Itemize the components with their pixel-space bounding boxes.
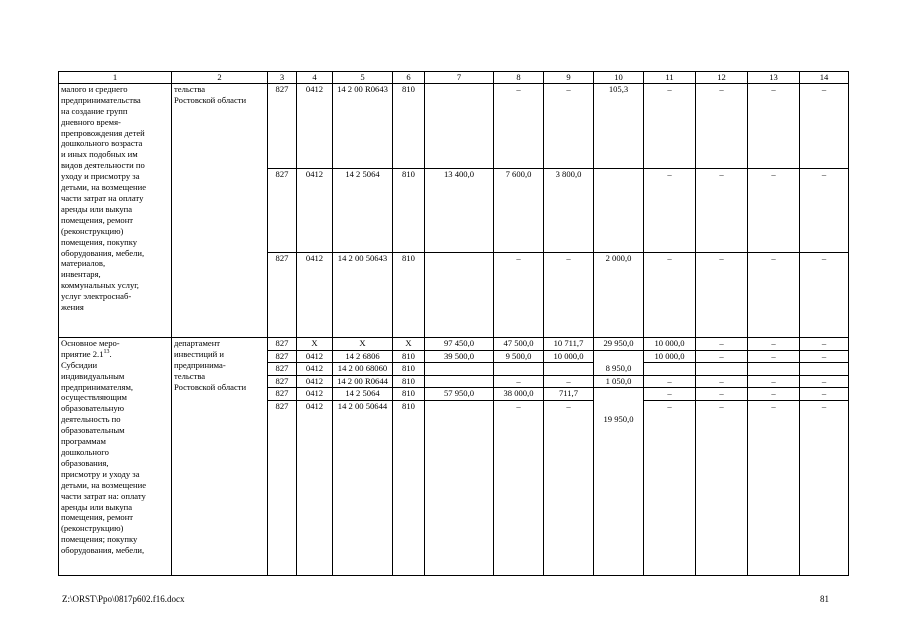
table-cell: 827 (268, 168, 297, 253)
table-cell: – (494, 83, 544, 168)
table-cell: 0412 (297, 363, 333, 376)
table-cell (425, 400, 494, 575)
table-cell: 97 450,0 (425, 337, 494, 350)
table-cell: 0412 (297, 400, 333, 575)
measure-detail: Субсидии индивидуальным предпринимателям, осуществляющим образовательную деятельность по образовательным программам дошкольного образования, присмотру и уходу за детьми, на возмещение части затрат на: оплату аренды или выкупа помещения, ремонт (реконструкцию) помещения; покупку оборудования, мебели, (61, 359, 147, 556)
footer-file-path: Z:\ORST\Ppo\0817p602.f16.docx (62, 594, 185, 604)
table-cell: 810 (393, 400, 425, 575)
table-cell: 14 2 5064 (333, 168, 393, 253)
column-header: 2 (172, 72, 268, 84)
responsible-executor: тельства Ростовской области (172, 83, 268, 337)
column-header: 6 (393, 72, 425, 84)
table-row (59, 337, 849, 350)
table-cell: – (544, 375, 594, 388)
table-cell: – (748, 375, 800, 388)
table-cell: – (800, 253, 849, 338)
table-cell: – (696, 400, 748, 575)
table-cell: 810 (393, 375, 425, 388)
table-cell: 827 (268, 400, 297, 575)
table-cell: 10 000,0 (644, 337, 696, 350)
measure-description: малого и среднего предпринимательства на создание групп дневного время- препровождения детей дошкольного возраста и иных подобных им видов деятельности по уходу и присмотру за детьми, на возмещение части затрат на оплату аренды или выкупа помещения, ремонт (реконструкцию) помещения, покупку оборудования, мебели, материалов, инвентаря, коммунальных услуг, услуг электроснаб- жения (59, 83, 172, 337)
table-cell: 57 950,0 (425, 388, 494, 401)
column-header: 13 (748, 72, 800, 84)
column-header: 4 (297, 72, 333, 84)
table-cell (594, 350, 644, 363)
table-cell (696, 363, 748, 376)
table-cell: – (494, 400, 544, 575)
table-cell: – (644, 168, 696, 253)
table-cell (800, 363, 849, 376)
table-cell (425, 253, 494, 338)
column-header: 7 (425, 72, 494, 84)
page-number: 81 (820, 594, 829, 604)
table-cell: 3 800,0 (544, 168, 594, 253)
table-cell: – (748, 337, 800, 350)
table-cell (544, 363, 594, 376)
table-cell (644, 363, 696, 376)
table-cell: 0412 (297, 375, 333, 388)
table-cell: – (696, 375, 748, 388)
table-cell: – (696, 350, 748, 363)
table-cell: Х (297, 337, 333, 350)
table-cell: – (800, 350, 849, 363)
table-cell: – (748, 350, 800, 363)
table-cell: – (696, 253, 748, 338)
table-cell: 10 000,0 (644, 350, 696, 363)
column-header: 8 (494, 72, 544, 84)
table-cell: 810 (393, 388, 425, 401)
table-cell: – (494, 375, 544, 388)
table-cell: – (748, 253, 800, 338)
table-cell: – (644, 388, 696, 401)
measure-description: Основное меро- приятие $2.1^{13}$. Субсидии индивидуальным предпринимателям, осуществляющим образовательную деятельность по образовательным программам дошкольного образования, присмотру и уходу за детьми, на возмещение части затрат на: оплату аренды или выкупа помещения, ремонт (реконструкцию) помещения; покупку оборудования, мебели, (59, 337, 172, 575)
table-cell (425, 363, 494, 376)
table-cell: – (696, 83, 748, 168)
table-cell: – (696, 388, 748, 401)
table-cell: 14 2 00 50644 (333, 400, 393, 575)
table-cell: 2 000,0 (594, 253, 644, 338)
table-cell: 827 (268, 388, 297, 401)
column-header: 9 (544, 72, 594, 84)
table-cell: – (800, 388, 849, 401)
table-cell (425, 83, 494, 168)
column-header: 5 (333, 72, 393, 84)
table-cell: 10 711,7 (544, 337, 594, 350)
table-cell: 10 000,0 (544, 350, 594, 363)
column-header: 11 (644, 72, 696, 84)
table-cell: 19 950,0 (594, 400, 644, 575)
table-cell: 14 2 00 50643 (333, 253, 393, 338)
table-cell: 810 (393, 363, 425, 376)
table-cell: 711,7 (544, 388, 594, 401)
table-cell: 38 000,0 (494, 388, 544, 401)
table-cell: 14 2 00 R0643 (333, 83, 393, 168)
table-cell: 39 500,0 (425, 350, 494, 363)
table-cell: 0412 (297, 253, 333, 338)
table-cell: 827 (268, 83, 297, 168)
footnote-ref: 13 (103, 348, 110, 355)
table-cell: 14 2 5064 (333, 388, 393, 401)
table-cell: 810 (393, 168, 425, 253)
table-cell: – (644, 400, 696, 575)
table-cell: – (800, 375, 849, 388)
table-cell: 827 (268, 337, 297, 350)
table-cell: – (800, 83, 849, 168)
table-cell: – (748, 83, 800, 168)
table-cell (425, 375, 494, 388)
table-cell: 13 400,0 (425, 168, 494, 253)
table-cell: 14 2 6806 (333, 350, 393, 363)
table-cell: – (748, 168, 800, 253)
table-cell: 827 (268, 253, 297, 338)
table-cell: 1 050,0 (594, 375, 644, 388)
table-cell: – (544, 253, 594, 338)
table-cell: 14 2 00 68060 (333, 363, 393, 376)
table-cell: – (544, 83, 594, 168)
table-cell: – (644, 253, 696, 338)
table-cell: – (800, 337, 849, 350)
table-cell (748, 363, 800, 376)
table-cell: – (696, 337, 748, 350)
table-cell: – (748, 400, 800, 575)
column-header: 14 (800, 72, 849, 84)
table-cell (594, 168, 644, 253)
table-cell: Х (333, 337, 393, 350)
table-cell: 827 (268, 363, 297, 376)
responsible-executor: департамент инвестиций и предпринима- тельства Ростовской области (172, 337, 268, 575)
table-cell: 8 950,0 (594, 363, 644, 376)
table-cell: 810 (393, 350, 425, 363)
table-cell: Х (393, 337, 425, 350)
table-cell: 0412 (297, 350, 333, 363)
table-cell: 0412 (297, 388, 333, 401)
table-cell: 7 600,0 (494, 168, 544, 253)
table-row (59, 83, 849, 168)
table-cell: 0412 (297, 168, 333, 253)
table-cell: – (644, 375, 696, 388)
table-cell: – (644, 83, 696, 168)
table-cell: – (748, 388, 800, 401)
table-cell (494, 363, 544, 376)
table-cell: 810 (393, 83, 425, 168)
table-cell: 29 950,0 (594, 337, 644, 350)
table-cell: 810 (393, 253, 425, 338)
table-cell (594, 388, 644, 401)
table-cell: – (800, 400, 849, 575)
table-cell: – (800, 168, 849, 253)
table-cell: – (696, 168, 748, 253)
budget-table (58, 71, 849, 576)
column-header: 12 (696, 72, 748, 84)
table-cell: 827 (268, 375, 297, 388)
table-header-row (59, 72, 849, 84)
table-cell: 14 2 00 R0644 (333, 375, 393, 388)
column-header: 10 (594, 72, 644, 84)
table-cell: – (494, 253, 544, 338)
table-cell: – (544, 400, 594, 575)
column-header: 1 (59, 72, 172, 84)
table-cell: 47 500,0 (494, 337, 544, 350)
table-cell: 105,3 (594, 83, 644, 168)
table-cell: 827 (268, 350, 297, 363)
column-header: 3 (268, 72, 297, 84)
table-cell: 9 500,0 (494, 350, 544, 363)
measure-title: Основное меро- приятие 2.1 (61, 337, 120, 359)
table-cell: 0412 (297, 83, 333, 168)
